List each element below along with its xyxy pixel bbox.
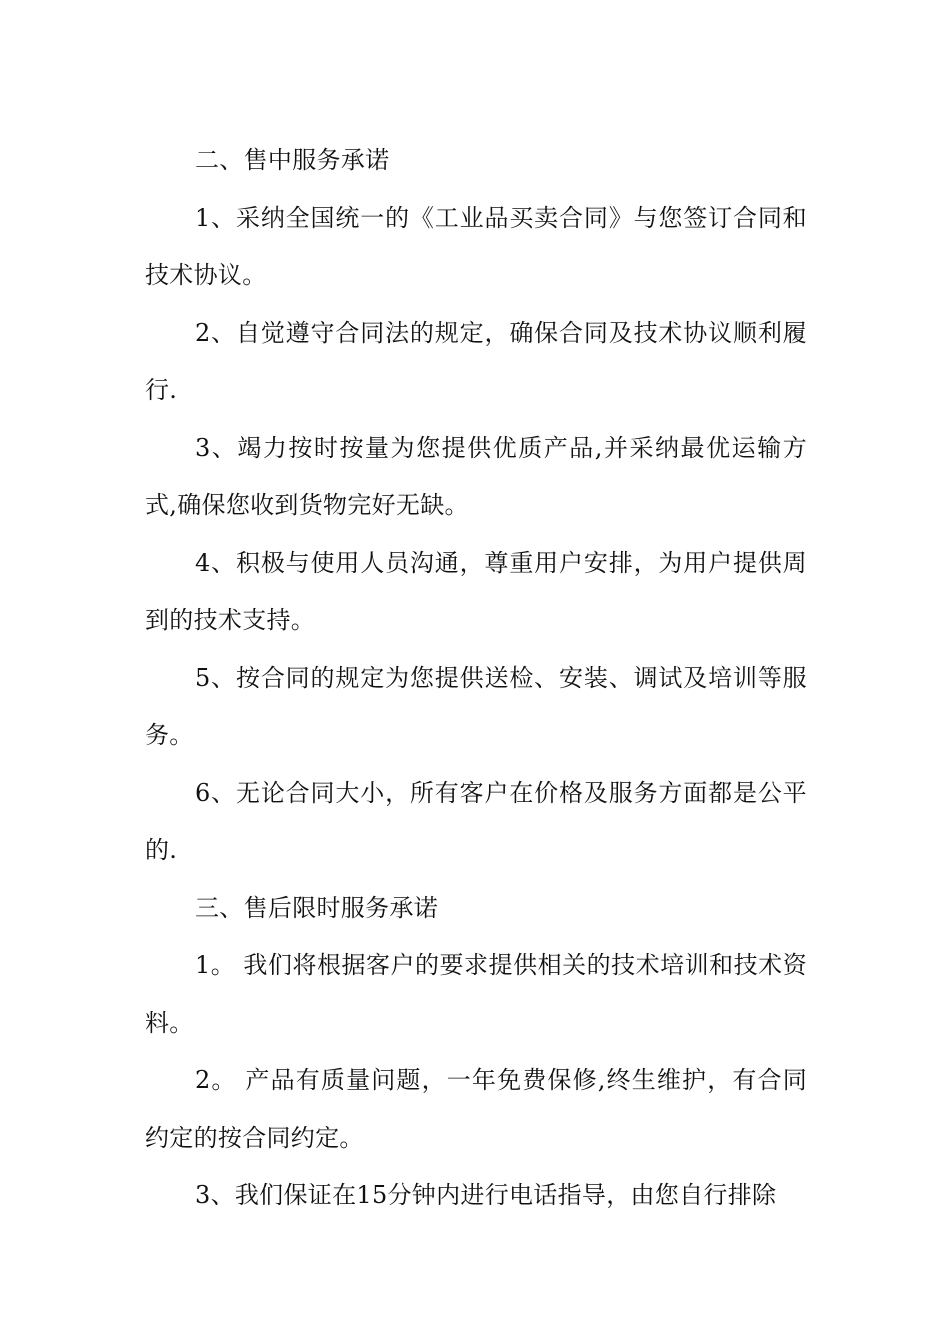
- paragraph-item-6: 6、无论合同大小，所有客户在价格及服务方面都是公平的.: [145, 778, 807, 864]
- document-body: [145, 132, 807, 1225]
- section-heading-in-sale-service: 二、售中服务承诺: [195, 146, 390, 174]
- paragraph-item-5: 5、按合同的规定为您提供送检、安装、调试及培训等服务。: [145, 663, 807, 749]
- section-heading-after-sale-service: 三、售后限时服务承诺: [195, 893, 438, 922]
- paragraph-after-sale-item-3: 3、我们保证在15分钟内进行电话指导，由您自行排除: [195, 1181, 777, 1209]
- paragraph-item-1: 1、采纳全国统一的《工业品买卖合同》与您签订合同和技术协议。: [145, 203, 807, 289]
- paragraph-after-sale-item-2: 2。 产品有质量问题，一年免费保修,终生维护，有合同约定的按合同约定。: [145, 1066, 807, 1152]
- paragraph-item-3: 3、竭力按时按量为您提供优质产品,并采纳最优运输方式,确保您收到货物完好无缺。: [145, 433, 807, 519]
- paragraph-item-4: 4、积极与使用人员沟通，尊重用户安排，为用户提供周到的技术支持。: [145, 548, 807, 634]
- paragraph-item-2: 2、自觉遵守合同法的规定，确保合同及技术协议顺利履行.: [145, 318, 807, 404]
- paragraph-after-sale-item-1: 1。 我们将根据客户的要求提供相关的技术培训和技术资料。: [145, 951, 807, 1037]
